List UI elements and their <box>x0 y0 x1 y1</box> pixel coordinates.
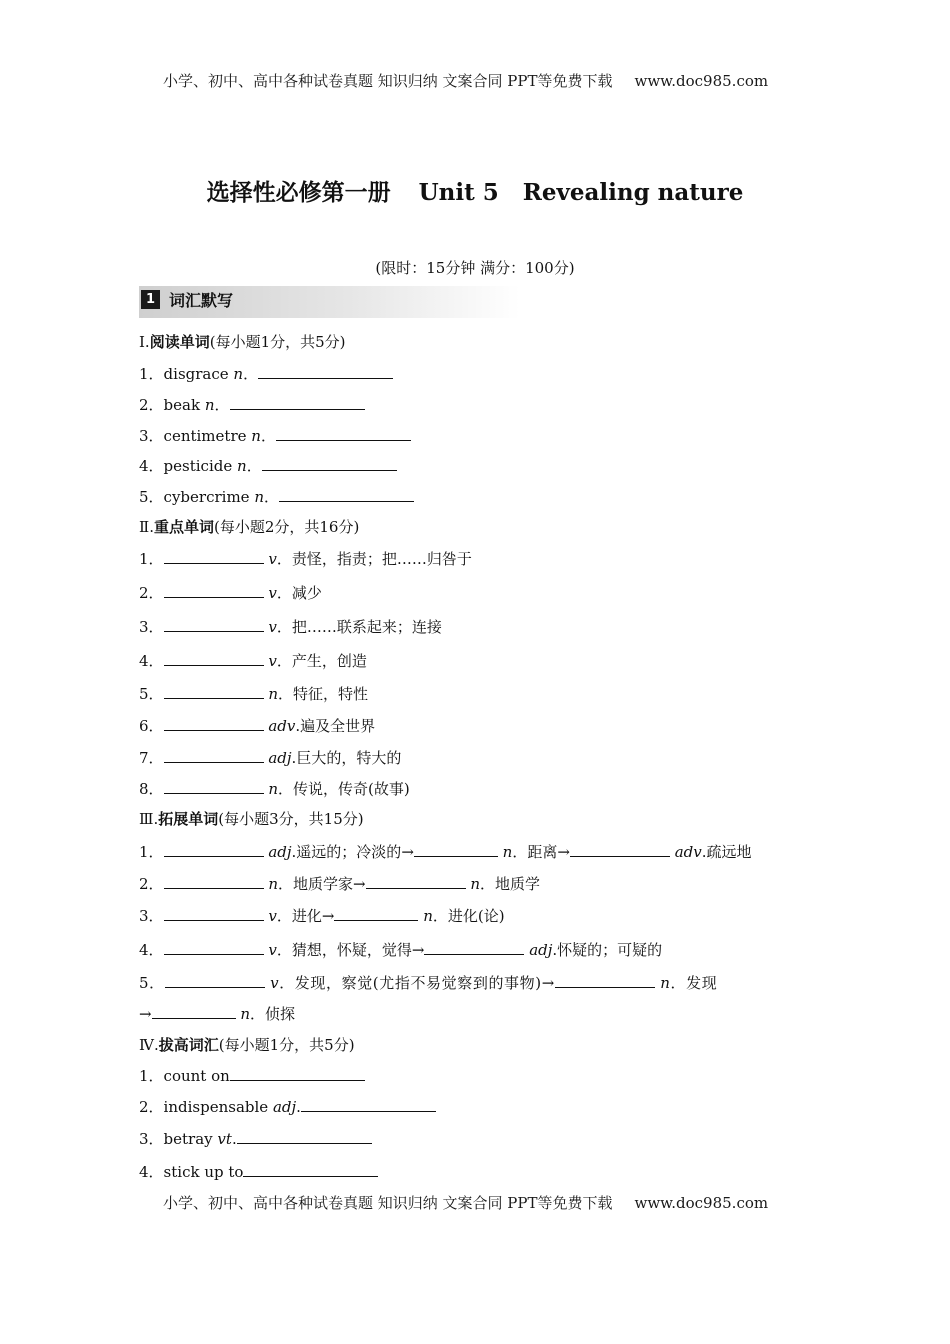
section-heading-1 <box>139 331 346 352</box>
section-name: 阅读单词 <box>149 333 210 351</box>
section-roman: Ⅳ. <box>139 1036 159 1054</box>
section-banner <box>139 286 520 318</box>
list-item: 3．centimetre n． <box>139 425 411 446</box>
banner-number-badge: 1 <box>141 290 160 309</box>
answer-blank[interactable] <box>243 1162 378 1177</box>
section-score: (每小题2分，共16分) <box>213 518 360 536</box>
list-item: 1． v．责怪，指责；把……归咎于 <box>139 550 472 568</box>
list-item: 2．beak n． <box>139 394 365 415</box>
arrow-icon: → <box>541 974 555 992</box>
page-footer <box>163 1192 768 1213</box>
answer-blank[interactable] <box>164 748 264 763</box>
answer-blank[interactable] <box>164 549 264 564</box>
list-item: 5． n．特征，特性 <box>139 685 369 703</box>
answer-blank[interactable] <box>164 684 264 699</box>
answer-blank[interactable] <box>301 1097 436 1112</box>
list-item: 4． v．猜想，怀疑，觉得→ adj.怀疑的；可疑的 <box>139 941 663 959</box>
answer-blank[interactable] <box>366 874 466 889</box>
answer-blank[interactable] <box>555 973 655 988</box>
banner-label: 词汇默写 <box>169 291 234 310</box>
section-name: 拔高词汇 <box>158 1036 219 1054</box>
answer-blank[interactable] <box>164 842 264 857</box>
list-item: 2． v．减少 <box>139 584 322 602</box>
section-heading-4 <box>139 1034 355 1055</box>
answer-blank[interactable] <box>334 906 418 921</box>
answer-blank[interactable] <box>258 364 393 379</box>
answer-blank[interactable] <box>164 906 264 921</box>
list-item: 3． v．把……联系起来；连接 <box>139 618 442 636</box>
list-item: 7． adj.巨大的，特大的 <box>139 749 402 767</box>
section-heading-2 <box>139 516 359 537</box>
answer-blank[interactable] <box>570 842 670 857</box>
list-item: 5．cybercrime n． <box>139 486 414 507</box>
title-book: 选择性必修第一册 <box>206 179 391 206</box>
list-item: 4．pesticide n． <box>139 455 397 476</box>
answer-blank[interactable] <box>164 716 264 731</box>
list-item: 5． v．发现，察觉(尤指不易觉察到的事物)→ n．发现 <box>139 974 718 992</box>
answer-blank[interactable] <box>237 1129 372 1144</box>
arrow-icon: → <box>401 843 414 861</box>
page-title <box>0 174 950 207</box>
arrow-icon: → <box>557 843 570 861</box>
time-limit: (限时：15分钟 满分：100分) <box>375 259 575 277</box>
header-url[interactable]: www.doc985.com <box>634 72 769 90</box>
answer-blank[interactable] <box>424 940 524 955</box>
answer-blank[interactable] <box>164 651 264 666</box>
page-header <box>163 70 768 91</box>
section-name: 拓展单词 <box>158 810 219 828</box>
list-item: 1．count on <box>139 1065 365 1086</box>
answer-blank[interactable] <box>152 1004 236 1019</box>
answer-blank[interactable] <box>164 779 264 794</box>
title-name: Revealing nature <box>522 179 744 206</box>
list-item: 3．betray vt. <box>139 1128 372 1149</box>
footer-url[interactable]: www.doc985.com <box>634 1194 769 1212</box>
answer-blank[interactable] <box>164 874 264 889</box>
list-item: 4． v．产生，创造 <box>139 652 367 670</box>
arrow-icon: → <box>411 941 425 959</box>
list-item: 1．disgrace n． <box>139 363 393 384</box>
section-score: (每小题3分，共15分) <box>218 810 364 828</box>
answer-blank[interactable] <box>164 617 264 632</box>
answer-blank[interactable] <box>164 940 264 955</box>
section-score: (每小题1分，共5分) <box>209 333 346 351</box>
section-roman: Ⅰ. <box>139 333 150 351</box>
answer-blank[interactable] <box>230 1066 365 1081</box>
list-item: 4．stick up to <box>139 1161 378 1182</box>
section-heading-3 <box>139 808 364 829</box>
list-item: 6． adv.遍及全世界 <box>139 717 376 735</box>
footer-text: 小学、初中、高中各种试卷真题 知识归纳 文案合同 PPT等免费下载 <box>163 1194 613 1212</box>
answer-blank[interactable] <box>279 487 414 502</box>
section-roman: Ⅱ. <box>139 518 154 536</box>
answer-blank[interactable] <box>164 583 264 598</box>
answer-blank[interactable] <box>230 395 365 410</box>
arrow-icon: → <box>321 907 335 925</box>
section-score: (每小题1分，共5分) <box>218 1036 355 1054</box>
header-text: 小学、初中、高中各种试卷真题 知识归纳 文案合同 PPT等免费下载 <box>163 72 613 90</box>
list-item: 8． n．传说，传奇(故事) <box>139 780 410 798</box>
answer-blank[interactable] <box>165 973 265 988</box>
list-item: 2． n．地质学家→ n．地质学 <box>139 875 541 893</box>
title-unit: Unit 5 <box>418 179 499 206</box>
section-roman: Ⅲ. <box>139 810 159 828</box>
answer-blank[interactable] <box>414 842 498 857</box>
list-item: 3． v．进化→ n．进化(论) <box>139 907 505 925</box>
section-name: 重点单词 <box>153 518 214 536</box>
arrow-icon: → <box>139 1005 152 1023</box>
list-item: 2．indispensable adj. <box>139 1096 436 1117</box>
list-item: 1． adj.遥远的；冷淡的→ n．距离→ adv.疏远地 <box>139 843 752 861</box>
arrow-icon: → <box>353 875 366 893</box>
list-item-continued: → n．侦探 <box>139 1005 296 1023</box>
answer-blank[interactable] <box>276 426 411 441</box>
answer-blank[interactable] <box>262 456 397 471</box>
